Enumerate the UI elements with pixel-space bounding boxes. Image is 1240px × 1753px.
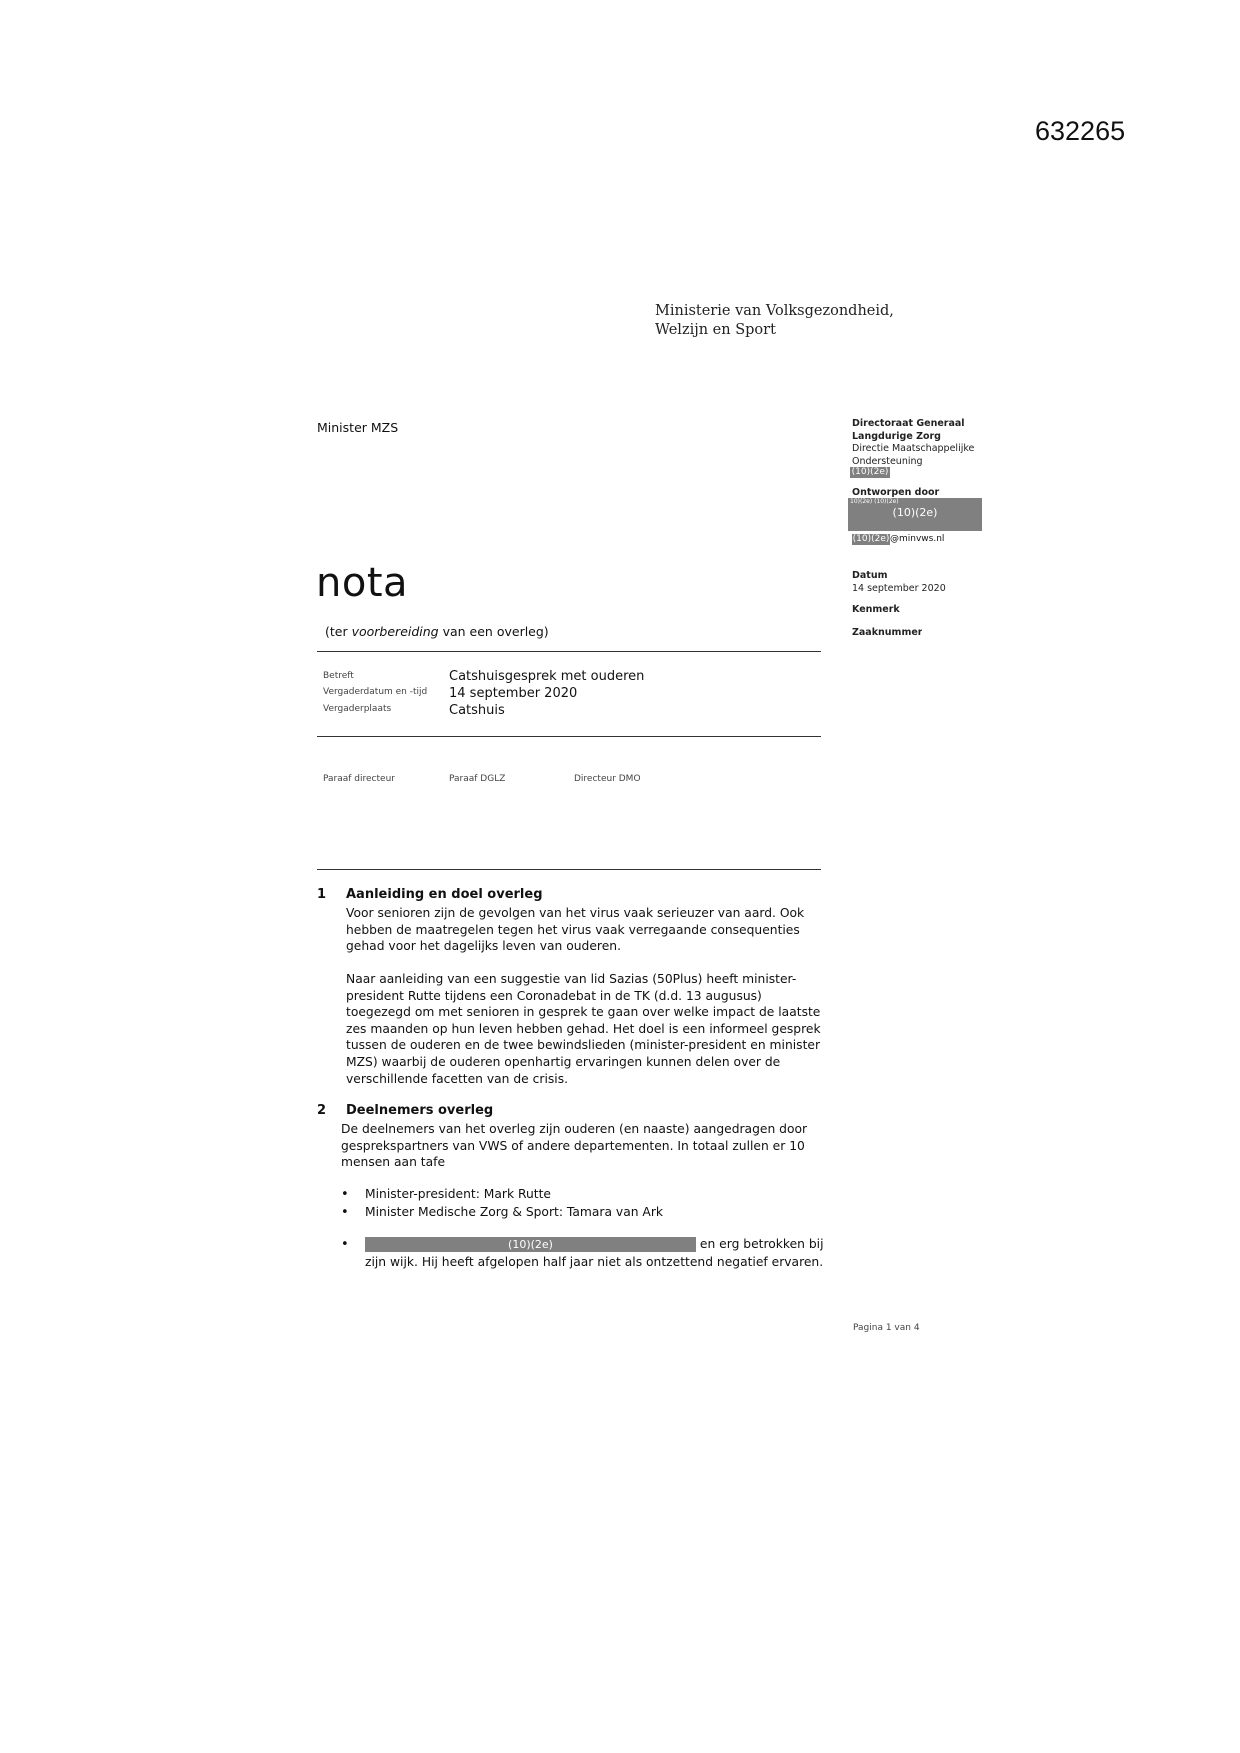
divider-middle (317, 736, 821, 737)
list-item: • Minister-president: Mark Rutte (341, 1187, 551, 1202)
section-1-p2-line: toegezegd om met senioren in gesprek te gaan over welke impact de laatste (346, 1005, 821, 1020)
email-redaction: (10)(2e) (852, 534, 890, 544)
sidebar-kenmerk-label: Kenmerk (852, 604, 900, 615)
sidebar-directie-line-1: Directie Maatschappelijke (852, 443, 975, 454)
plaats-value: Catshuis (449, 703, 505, 718)
datum-label: Vergaderdatum en -tijd (323, 687, 428, 697)
betreft-label: Betreft (323, 671, 354, 681)
ontworpen-redaction-code: (10)(2e) (892, 506, 938, 519)
page-number: Pagina 1 van 4 (853, 1323, 920, 1333)
document-title: nota (316, 560, 409, 606)
participant-redaction: (10)(2e) (365, 1237, 696, 1252)
redacted-item-after: en erg betrokken bij (696, 1237, 824, 1251)
subtitle-pre: (ter (325, 624, 352, 639)
document-subtitle (325, 624, 549, 639)
datum-value: 14 september 2020 (449, 686, 578, 701)
section-1-p1-line: Voor senioren zijn de gevolgen van het virus vaak serieuzer van aard. Ook (346, 906, 805, 920)
email-suffix: @minvws.nl (890, 534, 945, 544)
sidebar-dg-line-1: Directoraat Generaal (852, 418, 965, 429)
section-1-p1-line: gehad voor het dagelijks leven van ouderen. (346, 939, 621, 954)
betreft-value: Catshuisgesprek met ouderen (449, 669, 645, 684)
sidebar-datum-value: 14 september 2020 (852, 583, 946, 594)
divider-top (317, 651, 821, 652)
section-2-redacted-item (341, 1236, 824, 1270)
addressee: Minister MZS (317, 420, 399, 435)
plaats-label: Vergaderplaats (323, 704, 392, 714)
divider-bottom (317, 869, 821, 870)
sidebar-organisation (852, 418, 974, 468)
ontworpen-small-text: 10)(2e) (10)(2e) (850, 498, 899, 505)
section-1-p2-line: president Rutte tijdens een Coronadebat in de TK (d.d. 13 augusus) (346, 988, 762, 1003)
section-2-paragraph-1 (341, 1121, 807, 1171)
section-2-title: Deelnemers overleg (346, 1103, 494, 1118)
section-1-p1-line: hebben de maatregelen tegen het virus vaak verregaande consequenties (346, 922, 800, 937)
sidebar-zaaknummer-label: Zaaknummer (852, 627, 923, 635)
section-2-p1-line: De deelnemers van het overleg zijn ouderen (en naaste) aangedragen door (341, 1122, 808, 1136)
document-number: 632265 (1035, 116, 1126, 146)
directeur-dmo-label: Directeur DMO (574, 774, 641, 784)
ontworpen-label: Ontworpen door (852, 487, 940, 498)
section-1-p2-line: MZS) waarbij de ouderen openhartig ervaringen kunnen delen over de (346, 1054, 781, 1069)
sidebar-directie-line-2: Ondersteuning (852, 455, 923, 467)
sidebar-datum-label: Datum (852, 570, 888, 581)
ministry-name (655, 302, 894, 340)
section-1-paragraph-1 (346, 905, 804, 955)
section-1-p2-line: verschillende facetten van de crisis. (346, 1071, 569, 1086)
sidebar-redaction: (10)(2e) (851, 467, 889, 477)
paraaf-directeur-label: Paraaf directeur (323, 774, 395, 784)
ministry-line-2: Welzijn en Sport (655, 322, 776, 338)
section-1-p2-line: zes maanden op hun leven hebben gehad. Het doel is een informeel gesprek (346, 1021, 821, 1036)
list-item: • Minister Medische Zorg & Sport: Tamara van Ark (341, 1204, 664, 1220)
section-1-p2-line: tussen de ouderen en de twee bewindslieden (minister-president en minister (346, 1038, 821, 1053)
section-2-p1-line: gesprekspartners van VWS of andere departementen. In totaal zullen er 10 (341, 1138, 805, 1153)
redacted-item-line-2: zijn wijk. Hij heeft afgelopen half jaar niet als ontzettend negatief ervaren. (365, 1254, 824, 1269)
section-1-p2-line: Naar aanleiding van een suggestie van lid Sazias (50Plus) heeft minister- (346, 972, 797, 986)
section-1-number: 1 (317, 887, 327, 902)
section-1-paragraph-2 (346, 971, 821, 1087)
sidebar-dg-line-2: Langdurige Zorg (852, 430, 941, 442)
paraaf-dglz-label: Paraaf DGLZ (449, 774, 506, 784)
subtitle-post: van een overleg) (438, 624, 549, 639)
section-2-number: 2 (317, 1103, 327, 1118)
section-2-bullet-list (341, 1186, 663, 1221)
section-1-title: Aanleiding en doel overleg (346, 887, 543, 902)
sidebar-email (852, 534, 944, 545)
ministry-line-1: Ministerie van Volksgezondheid, (655, 303, 894, 319)
subtitle-emphasis: voorbereiding (351, 624, 439, 639)
section-2-p1-line: mensen aan tafe (341, 1155, 446, 1170)
list-item: • (10)(2e) en erg betrokken bij (341, 1237, 824, 1252)
ontworpen-redaction-box (848, 498, 982, 531)
